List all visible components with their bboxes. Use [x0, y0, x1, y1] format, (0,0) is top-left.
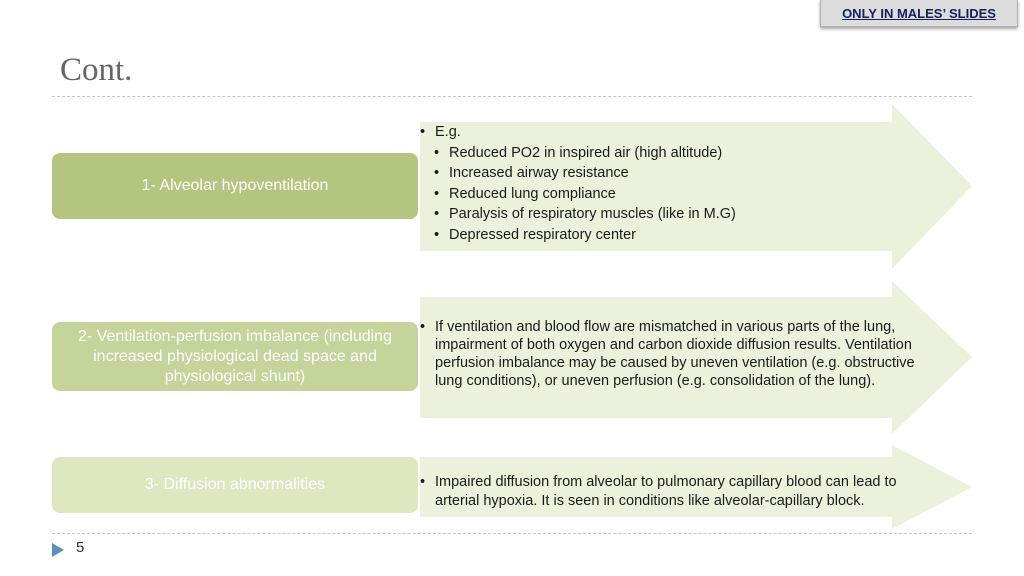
examples-list-1 — [420, 122, 920, 245]
cause-label-1: 1- Alveolar hypoventilation — [141, 177, 329, 194]
sub-bullet-5: • Depressed respiratory center — [420, 225, 920, 246]
cause-label-3: 3- Diffusion abnormalities — [144, 476, 326, 493]
slide-title: Cont. — [60, 52, 133, 88]
play-triangle-icon — [52, 543, 64, 557]
sub-bullet-2: • Increased airway resistance — [420, 163, 920, 184]
explanation-bullet-2: • If ventilation and blood flow are mismatched in various parts of the lung, impairment of both oxygen and carbon dioxide diffusion results. Ventilation perfusion imbalance may be caused by uneven ventilation (e.g. obstructive lung conditions), or uneven perfusion (e.g. consolidation of the lung). — [420, 318, 930, 390]
cause-box-vq-imbalance — [52, 322, 418, 391]
cause-label-2: 2- Ventilation-perfusion imbalance (including increased physiological dead space and physiological shunt) — [78, 327, 392, 385]
title-divider — [52, 96, 972, 97]
bullet-eg: • E.g. — [420, 122, 920, 143]
slide-number: 5 — [76, 539, 85, 556]
footer-divider — [52, 533, 972, 534]
sub-bullet-1: • Reduced PO2 in inspired air (high altitude) — [420, 143, 920, 164]
explanation-bullet-3: • Impaired diffusion from alveolar to pulmonary capillary blood can lead to arterial hypoxia. It is seen in conditions like alveolar-capillary block. — [420, 473, 940, 510]
only-in-males-badge: ONLY IN MALES’ SLIDES — [820, 0, 1018, 27]
sub-bullet-3: • Reduced lung compliance — [420, 184, 920, 205]
explanation-list-2 — [420, 318, 930, 390]
cause-box-diffusion-abnormalities — [52, 457, 418, 513]
explanation-list-3 — [420, 473, 940, 510]
sub-bullet-4: • Paralysis of respiratory muscles (like in M.G) — [420, 204, 920, 225]
cause-box-alveolar-hypoventilation — [52, 153, 418, 219]
